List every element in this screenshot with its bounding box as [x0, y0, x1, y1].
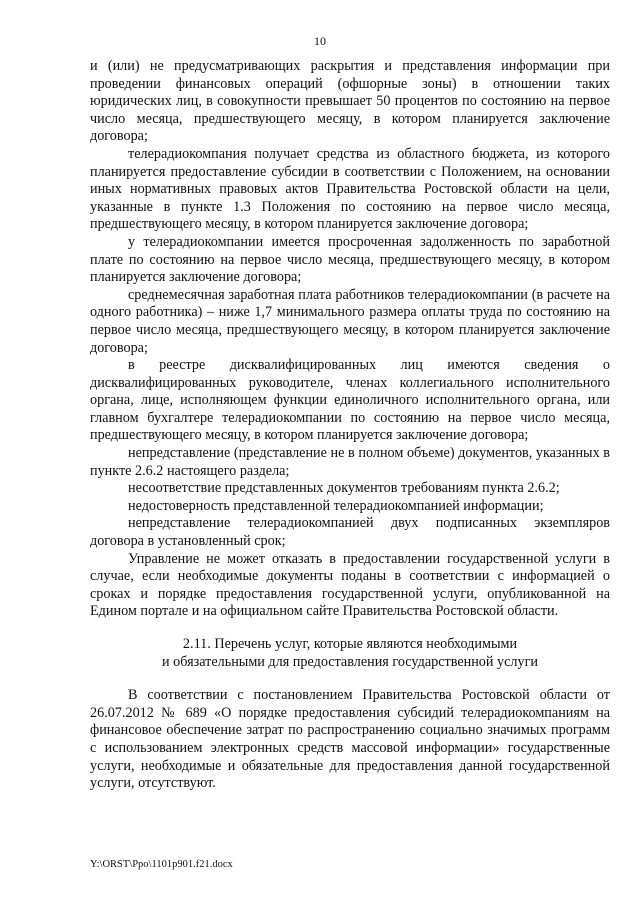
footer-file-path: Y:\ORST\Ppo\1101p901.f21.docx: [90, 859, 233, 870]
paragraph-disqualified-registry: в реестре дисквалифицированных лиц имеются сведения о дисквалифицированных руководителе, членах коллегиального исполнительного органа, лице, исполняющем функции единоличного исполнительного органа, или главном бухгалтере телерадиокомпании по состоянию на первое число месяца, предшествующего месяцу, в котором планируется заключение договора;: [90, 357, 610, 444]
paragraph-average-salary: среднемесячная заработная плата работников телерадиокомпании (в расчете на одного работника) – ниже 1,7 минимального размера оплаты труда по состоянию на первое число месяца, предшествующего месяцу, в котором планируется заключение договора;: [90, 286, 610, 356]
paragraph-budget-funds: телерадиокомпания получает средства из областного бюджета, из которого планируется предоставление субсидии в соответствии с Положением, на основании иных нормативных правовых актов Правительства Ростовской области на цели, указанные в пункте 1.3 Положения по состоянию на первое число месяца, предшествующего месяцу, в котором планируется заключение договора;: [90, 145, 610, 233]
paragraph-missing-documents: непредставление (представление не в полном объеме) документов, указанных в пункте 2.6.2 настоящего раздела;: [90, 445, 610, 479]
paragraph-nonconformity: несоответствие представленных документов требованиям пункта 2.6.2;: [128, 480, 560, 497]
final-paragraph: В соответствии с постановлением Правительства Ростовской области от 26.07.2012 № 689 «О порядке предоставления субсидий телерадиокомпаниям на финансовое обеспечение затрат по распространению социально значимых программ с использованием электронных средств массовой информации» государственные услуги, необходимые и обязательные для предоставления данной государственной услуги, отсутствуют.: [90, 687, 610, 792]
section-heading-line-2: и обязательными для предоставления государственной услуги: [161, 653, 539, 670]
section-heading-line-1: 2.11. Перечень услуг, которые являются необходимыми: [182, 636, 518, 652]
paragraph-unreliable-info: недостоверность представленной телерадиокомпанией информации;: [128, 497, 544, 514]
page-number: 10: [314, 34, 326, 48]
paragraph-unsigned-contract: непредставление телерадиокомпанией двух подписанных экземпляров договора в установленный срок;: [90, 515, 610, 550]
paragraph-no-refusal: Управление не может отказать в предоставлении государственной услуги в случае, если необходимые документы поданы в соответствии с информацией о сроках и порядке предоставления государственной услуги, опубликованной на Едином портале и на официальном сайте Правительства Ростовской области.: [90, 550, 610, 620]
document-body: [90, 58, 610, 793]
paragraph-salary-debt: у телерадиокомпании имеется просроченная задолженность по заработной плате по состоянию на первое число месяца, предшествующего месяцу, в котором планируется заключение договора;: [90, 233, 610, 286]
section-heading: [90, 636, 610, 671]
intro-paragraph: и (или) не предусматривающих раскрытия и представления информации при проведении финансовых операций (офшорные зоны) в отношении таких юридических лиц, в совокупности превышает 50 процентов по состоянию на первое число месяца, предшествующего месяцу, в котором планируется заключение договора;: [90, 58, 610, 145]
